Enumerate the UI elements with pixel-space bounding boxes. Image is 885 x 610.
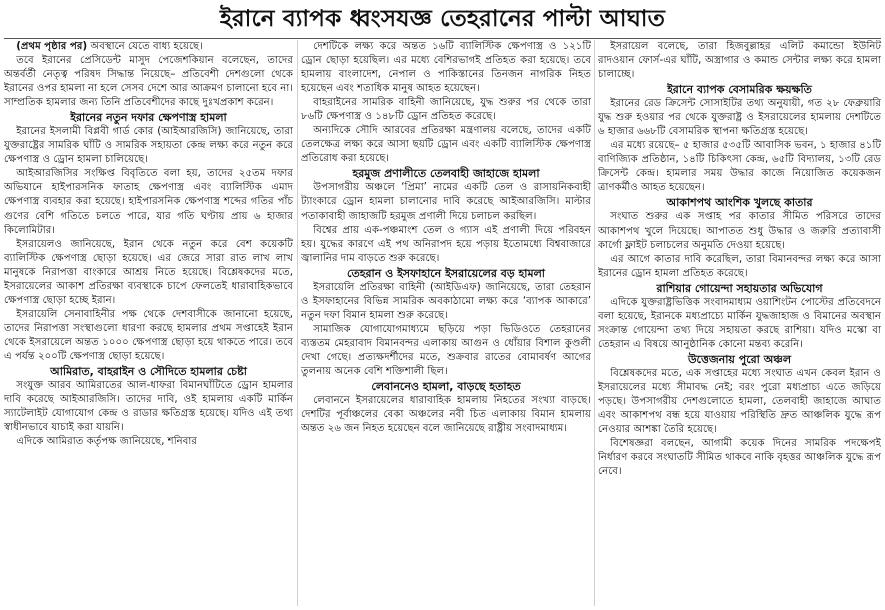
paragraph: বিশেষজ্ঞরা বলছেন, আগামী কয়েক দিনের সামরিক পদক্ষেপই নির্ধারণ করবে সংঘাতটি সীমিত থাকবে নাকি বৃহত্তর আঞ্চলিক যুদ্ধে রূপ নেবে। bbox=[598, 438, 881, 478]
paragraph: সংঘাত শুরুর এক সপ্তাহ পর কাতার সীমিত পরিসরে তাদের আকাশপথ খুলে দিয়েছে। আপাতত শুধু উদ্ধার ও জরুরি প্রত্যাবাসী কার্গো ফ্লাইট চলাচলের অনুমতি দেওয়া হয়েছে। bbox=[598, 211, 881, 251]
subheading: ইরানে ব্যাপক বেসামরিক ক্ষয়ক্ষতি bbox=[667, 83, 812, 97]
page-headline: ইরানে ব্যাপক ধ্বংসযজ্ঞ তেহরানের পাল্টা আঘাত bbox=[219, 6, 666, 32]
paragraph: লেবাননে ইসরায়েলের ধারাবাহিক হামলায় নিহতের সংখ্যা বাড়ছে। দেশটির পূর্বাঞ্চলের বেকা অঞ্চলের নবী চিত এলাকায় বিমান হামলায় অন্তত ২৬ জন নিহত হয়েছেন বলে জানিয়েছে রাষ্ট্রীয় সংবাদমাধ্যম। bbox=[301, 395, 591, 435]
subheading: রাশিয়ার গোয়েন্দা সহায়তার অভিযোগ bbox=[656, 281, 823, 295]
paragraph: ইসরায়েলও জানিয়েছে, ইরান থেকে নতুন করে বেশ কয়েকটি ব্যালিস্টিক ক্ষেপণাস্ত্র ছোড়া হয়েছে। এর জেরে সারা রাত লাখ লাখ মানুষকে নিরাপত্তা বাংকারে আশ্রয় নিতে হয়েছে। বিশ্লেষকদের মতে, ইসরায়েলের আকাশ প্রতিরক্ষা ব্যবস্থাকে চাপে ফেলতেই ধারাবাহিকভাবে ক্ষেপণাস্ত্র ছোড়া হচ্ছে ইরান। bbox=[4, 238, 293, 306]
paragraph: আইআরজিসির সংক্ষিপ্ত বিবৃতিতে বলা হয়, তাদের ২৫তম দফার অভিযানে হাইপারসনিক ফাতাহ ক্ষেপণাস্ত্র এবং ব্যালিস্টিক এমাদ ক্ষেপণাস্ত্র ব্যবহার করা হয়েছে। হাইপারসনিক ক্ষেপণাস্ত্র শব্দের গতির পাঁচ গুণের বেশি গতিতে চলতে পারে, যার গতি ঘণ্টায় প্রায় ৬ হাজার কিলোমিটার। bbox=[4, 168, 293, 236]
subheading: আমিরাত, বাহরাইন ও সৌদিতে হামলার চেষ্টা bbox=[50, 365, 247, 379]
paragraph: দেশটিকে লক্ষ্য করে অন্তত ১৬টি ব্যালিস্টিক ক্ষেপণাস্ত্র ও ১২১টি ড্রোন ছোড়া হয়েছিল। এর মধ্যে বেশিরভাগই প্রতিহত করা হয়েছে। তবে হামলায় বাংলাদেশ, নেপাল ও পাকিস্তানের তিনজন নাগরিক নিহত হয়েছেন এবং শতাধিক মানুষ আহত হয়েছেন। bbox=[301, 41, 591, 95]
paragraph: ইসরায়েলি সেনাবাহিনীর পক্ষ থেকে দেশবাসীকে জানানো হয়েছে, তাদের নিরাপত্তা সংস্থাগুলো ধারণা করছে হামলার প্রথম সপ্তাহেই ইরান থেকে ইসরায়েলে অন্তত ১০০০ ক্ষেপণাস্ত্র ছোড়া হয়ে থাকতে পারে। তবে এ পর্যন্ত ২০০টি ক্ষেপণাস্ত্র ছোড়া হয়েছে। bbox=[4, 308, 293, 362]
subheading: ইরানের নতুন দফার ক্ষেপণাস্ত্র হামলা bbox=[70, 111, 227, 125]
subheading: আকাশপথ আংশিক খুলছে কাতার bbox=[666, 196, 813, 210]
subheading: লেবাননেও হামলা, বাড়ছে হতাহত bbox=[371, 380, 521, 394]
paragraph: অন্যদিকে সৌদি আরবের প্রতিরক্ষা মন্ত্রণালয় বলেছে, তাদের একটি তেলক্ষেত্র লক্ষ্য করে আসা ছয়টি ড্রোন এবং একটি ব্যালিস্টিক ক্ষেপণাস্ত্র প্রতিরোধ করা হয়েছে। bbox=[301, 125, 591, 165]
continuation-marker: (প্রথম পৃষ্ঠার পর) bbox=[16, 41, 88, 52]
paragraph: সামাজিক যোগাযোগমাধ্যমে ছড়িয়ে পড়া ভিডিওতে তেহরানের ব্যস্ততম মেহরাবাদ বিমানবন্দর এলাকায় আগুন ও ধোঁয়ার বিশাল কুণ্ডলী দেখা গেছে। প্রত্যক্ষদর্শীদের মতে, শুক্রবার রাতের বোমাবর্ষণ আগের তুলনায় অনেক বেশি শক্তিশালী ছিল। bbox=[301, 323, 591, 377]
paragraph-text: অবস্থানে যেতে বাধ্য হয়েছে। bbox=[90, 41, 203, 52]
paragraph: সংযুক্ত আরব আমিরাতের আল-ধাফরা বিমানঘাঁটিতে ড্রোন হামলার দাবি করেছে আইআরজিসি। তাদের দাবি, ওই হামলায় একটি মার্কিন স্যাটেলাইট যোগাযোগ কেন্দ্র ও রাডার ক্ষতিগ্রস্ত হয়েছে। যদিও এই তথ্য স্বাধীনভাবে যাচাই করা যায়নি। bbox=[4, 380, 293, 434]
paragraph: বিশ্লেষকদের মতে, এক সপ্তাহের মধ্যে সংঘাত এখন কেবল ইরান ও ইসরায়েলের মধ্যে সীমাবদ্ধ নেই; বরং পুরো মধ্যপ্রাচ্য এতে জড়িয়ে পড়ছে। উপসাগরীয় দেশগুলোতে হামলা, তেলবাহী জাহাজে আঘাত এবং আকাশপথ বন্ধ হয়ে যাওয়ায় পরিস্থিতি দ্রুত আঞ্চলিক যুদ্ধে রূপ নেওয়ার আশঙ্কা তৈরি হয়েছে। bbox=[598, 367, 881, 436]
paragraph: বিশ্বের প্রায় এক-পঞ্চমাংশ তেল ও গ্যাস এই প্রণালী দিয়ে পরিবহন হয়। যুদ্ধের কারণে এই পথ অনিরাপদ হয়ে পড়ায় ইতোমধ্যে বিশ্ববাজারে জ্বালানির দাম বাড়তে শুরু করেছে। bbox=[301, 224, 591, 264]
column-divider bbox=[594, 40, 595, 606]
subheading: উত্তেজনায় পুরো অঞ্চল bbox=[687, 352, 792, 366]
paragraph: ইরানের রেড ক্রিসেন্ট সোসাইটির তথ্য অনুযায়ী, গত ২৮ ফেব্রুয়ারি যুদ্ধ শুরু হওয়ার পর থেকে যুক্তরাষ্ট্র ও ইসরায়েলের হামলায় দেশটিতে ৬ হাজার ৬৬৮টি বেসামরিক স্থাপনা ক্ষতিগ্রস্ত হয়েছে। bbox=[598, 98, 881, 138]
paragraph: এদিকে যুক্তরাষ্ট্রভিত্তিক সংবাদমাধ্যম ওয়াশিংটন পোস্টের প্রতিবেদনে বলা হয়েছে, ইরানকে মধ্যপ্রাচ্যে মার্কিন যুদ্ধজাহাজ ও বিমানের অবস্থান সংক্রান্ত গোয়েন্দা তথ্য দিয়ে সহায়তা করছে রাশিয়া। যদিও মস্কো বা তেহরান এ বিষয়ে আনুষ্ঠানিক কোনো মন্তব্য করেনি। bbox=[598, 296, 881, 350]
subheading: হরমুজ প্রণালীতে তেলবাহী জাহাজে হামলা bbox=[352, 167, 540, 181]
paragraph: তবে ইরানের প্রেসিডেন্ট মাসুদ পেজেশকিয়ান বলেছেন, তাদের অন্তর্বর্তী নেতৃত্ব পরিষদ সিদ্ধান্ত নিয়েছে– প্রতিবেশী দেশগুলো থেকে ইরানের ওপর হামলা না হলে সেসব দেশে আর আক্রমণ চালানো হবে না। সাম্প্রতিক হামলার জন্য তিনি প্রতিবেশীদের কাছে দুঃখপ্রকাশ করেন। bbox=[4, 55, 293, 109]
paragraph: এর মধ্যে রয়েছে– ৫ হাজার ৫৩৫টি আবাসিক ভবন, ১ হাজার ৪১টি বাণিজ্যিক প্রতিষ্ঠান, ১৪টি চিকিৎসা কেন্দ্র, ৬৫টি বিদ্যালয়, ১৩টি রেড ক্রিসেন্ট কেন্দ্র। হামলার সময় উদ্ধার কাজে নিয়োজিত কয়েকজন ত্রাণকর্মীও আহত হয়েছেন। bbox=[598, 140, 881, 194]
paragraph: উপসাগরীয় অঞ্চলে ‘প্রিমা’ নামের একটি তেল ও রাসায়নিকবাহী ট্যাংকারে ড্রোন হামলা চালানোর দাবি করেছে আইআরজিসি। মাল্টার পতাকাবাহী জাহাজটি হরমুজ প্রণালী দিয়ে চলাচল করছিল। bbox=[301, 182, 591, 222]
paragraph: এদিকে আমিরাত কর্তৃপক্ষ জানিয়েছে, শনিবার bbox=[16, 436, 197, 448]
paragraph: ইরানের ইসলামী বিপ্লবী গার্ড কোর (আইআরজিসি) জানিয়েছে, তারা যুক্তরাষ্ট্রের সামরিক ঘাঁটি ও সামরিক সহায়তা কেন্দ্র লক্ষ্য করে নতুন করে ক্ষেপণাস্ত্র ও ড্রোন হামলা চালিয়েছে। bbox=[4, 126, 293, 166]
subheading: তেহরান ও ইসফাহানে ইসরায়েলের বড় হামলা bbox=[347, 266, 545, 280]
column-divider bbox=[297, 40, 298, 606]
paragraph: ইসরায়েল বলেছে, তারা হিজবুল্লাহর এলিট কমান্ডো ইউনিট রাদওয়ান ফোর্স-এর ঘাঁটি, অস্ত্রাগার ও কমান্ড সেন্টার লক্ষ্য করে হামলা চালাচ্ছে। bbox=[598, 41, 881, 81]
article-column-3 bbox=[598, 40, 881, 608]
paragraph: বাহরাইনের সামরিক বাহিনী জানিয়েছে, যুদ্ধ শুরুর পর থেকে তারা ৮৬টি ক্ষেপণাস্ত্র ও ১৪৮টি ড্রোন প্রতিহত করেছে। bbox=[301, 97, 591, 123]
paragraph bbox=[4, 40, 293, 54]
paragraph: এর আগে কাতার দাবি করেছিল, তারা বিমানবন্দর লক্ষ্য করে আসা ইরানের ড্রোন হামলা প্রতিহত করেছে। bbox=[598, 253, 881, 279]
paragraph: ইসরায়েলি প্রতিরক্ষা বাহিনী (আইডিএফ) জানিয়েছে, তারা তেহরান ও ইসফাহানের বিভিন্ন সামরিক অবকাঠামো লক্ষ্য করে ‘ব্যাপক আকারে’ নতুন দফা বিমান হামলা শুরু করেছে। bbox=[301, 281, 591, 321]
article-column-2 bbox=[301, 40, 591, 608]
article-column-1 bbox=[4, 40, 293, 608]
headline-rule bbox=[4, 38, 881, 39]
